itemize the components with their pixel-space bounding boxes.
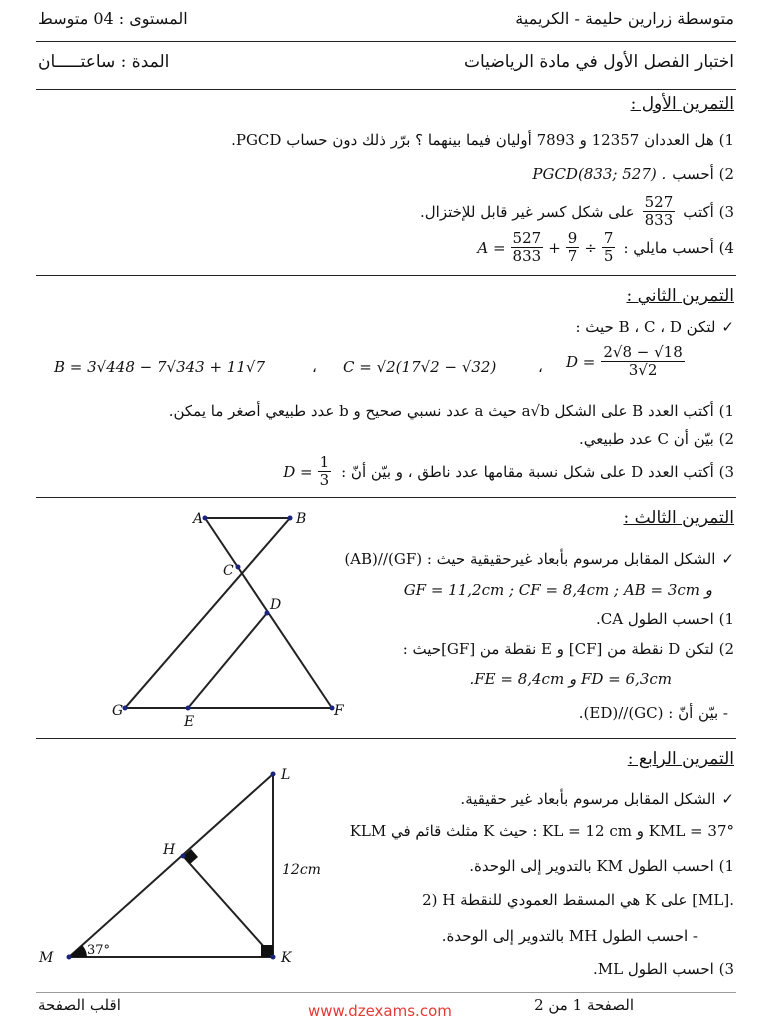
ex1-q2-label: 2) أحسب [672,165,734,183]
ex3-question-2: 2) لتكن D نقطة من [CF] و E نقطة من [GF]حيث : [402,640,734,658]
ex4-question-3: 3) احسب الطول ML. [592,960,734,978]
ex4-line-1-text: الشكل المقابل مرسوم بأبعاد غير حقيقية. [460,790,716,808]
ex4-line-2: KLM مثلث قائم في K حيث : KL = 12 cm و KML = 37° [349,822,734,840]
denominator: 7 [567,247,578,265]
check-icon: ✓ [721,318,734,336]
fraction [601,344,684,379]
school-name: متوسطة زرارين حليمة - الكريمية [515,9,734,28]
denominator: 833 [512,247,542,265]
level-label: المستوى : 04 متوسط [38,9,188,28]
exercise-3-title: التمرين الثالث : [623,508,734,528]
expr-C: C = √2(17√2 − √32) [343,358,497,376]
ex4-question-2: 2) H هي المسقط العمودي للنقطة K على [ML]. [422,891,734,909]
ex4-question-2b: - احسب الطول MH بالتدوير إلى الوحدة. [441,927,698,945]
divider [36,738,736,739]
fraction [566,230,580,265]
plus-sign: + [548,238,561,257]
denominator: 3√2 [628,361,658,379]
divider [36,497,736,498]
numerator: 7 [603,229,614,247]
fraction [318,454,332,489]
exercise-1-title: التمرين الأول : [630,94,734,114]
check-icon: ✓ [721,790,734,808]
separator: ، [538,358,543,376]
expr-lhs: A = [477,238,506,257]
exam-title: اختبار الفصل الأول في مادة الرياضيات [464,52,734,72]
divider [36,275,736,276]
website-link[interactable]: www.dzexams.com [308,1002,452,1020]
angle-marker-M [69,945,87,957]
segment-DE [188,613,267,708]
expr-D-lhs: D = [566,352,596,371]
ex2-intro [575,318,734,336]
ex2-question-3 [283,454,734,489]
numerator: 9 [567,229,578,247]
ex1-question-2 [532,165,734,183]
divider [36,41,736,42]
point-label-E: E [184,714,195,730]
divider [36,992,736,993]
point-label-D: D [270,597,282,613]
divide-sign: ÷ [584,238,597,257]
denominator: 3 [319,471,330,489]
point-label-A: A [193,511,204,527]
ex3-question-2b: .FE = 8,4cm و FD = 6,3cm [469,670,672,688]
point-label-B: B [296,511,307,527]
check-icon: ✓ [721,550,734,568]
fraction [602,230,616,265]
point-label-C: C [223,563,234,579]
ex1-question-1: 1) هل العددان 12357 و 7893 أوليان فيما بينهما ؟ برّر ذلك دون حساب PGCD. [231,131,734,149]
side-length-label: 12cm [282,862,321,878]
divider [36,89,736,90]
exercise-4-title: التمرين الرابع : [627,749,734,769]
expr-B: B = 3√448 − 7√343 + 11√7 [54,358,265,376]
ex1-question-4 [477,230,734,265]
ex2-question-2: 2) بيّن أن C عدد طبيعي. [578,430,734,448]
ex2-q3-text: 3) أكتب العدد D على شكل نسبة مقامها عدد ناطق ، و بيّن أنّ : [341,462,734,481]
exercise-2-title: التمرين الثاني : [626,286,734,306]
right-angle-marker-K [261,945,273,957]
ex2-question-1: 1) أكتب العدد B على الشكل a√b حيث a عدد نسبي صحيح و b عدد طبيعي أصغر ما يمكن. [168,402,734,420]
numerator: 527 [512,229,542,247]
point-label-L: L [281,767,291,783]
fraction [643,194,676,229]
ex1-question-3 [420,194,734,229]
ex4-line-1 [460,790,734,808]
ex3-line-1 [344,550,734,568]
page-number: الصفحة 1 من 2 [534,996,634,1014]
angle-label: 37° [87,943,111,958]
ex1-q4-label: 4) أحسب مايلي : [623,238,734,257]
numerator: 1 [319,453,330,471]
ex4-figure [30,762,330,977]
ex3-line-1-text: الشكل المقابل مرسوم بأبعاد غيرحقيقية حيث : (GF)//(AB) [344,550,716,568]
point-label-M: M [39,950,54,966]
ex3-question-1: 1) احسب الطول CA. [595,610,734,628]
duration-label: المدة : ساعتـــــان [38,52,170,72]
denominator: 833 [644,211,674,229]
point-label-G: G [112,703,124,719]
segment-KH [183,856,273,957]
separator: ، [312,358,317,376]
denominator: 5 [603,247,614,265]
point-label-K: K [281,950,292,966]
point-label-H: H [163,842,176,858]
numerator: 527 [644,193,674,211]
point-label-F: F [334,703,344,719]
ex4-question-1: 1) احسب الطول KM بالتدوير إلى الوحدة. [469,857,734,875]
ex3-figure [100,505,360,730]
ex1-q2-math: PGCD(833; 527) . [532,165,667,183]
ex2-q3-expression [283,454,333,489]
ex1-q4-expression [477,230,617,265]
expr-lhs: D = [283,462,313,481]
ex2-intro-text: لتكن B ، C ، D حيث : [575,318,716,336]
ex1-q3-rest: على شكل كسر غير قابل للإختزال. [420,202,635,221]
segment-ML [69,774,273,957]
turn-page-label: اقلب الصفحة [38,996,121,1014]
numerator: 2√8 − √18 [603,343,683,361]
ex3-question-2c: - بيّن أنّ : (GC)//(ED). [578,704,728,722]
ex3-line-2: GF = 11,2cm ; CF = 8,4cm ; AB = 3cm و [403,581,712,599]
ex1-q3-label: 3) أكتب [683,202,734,221]
fraction [511,230,544,265]
expr-D [566,344,687,379]
